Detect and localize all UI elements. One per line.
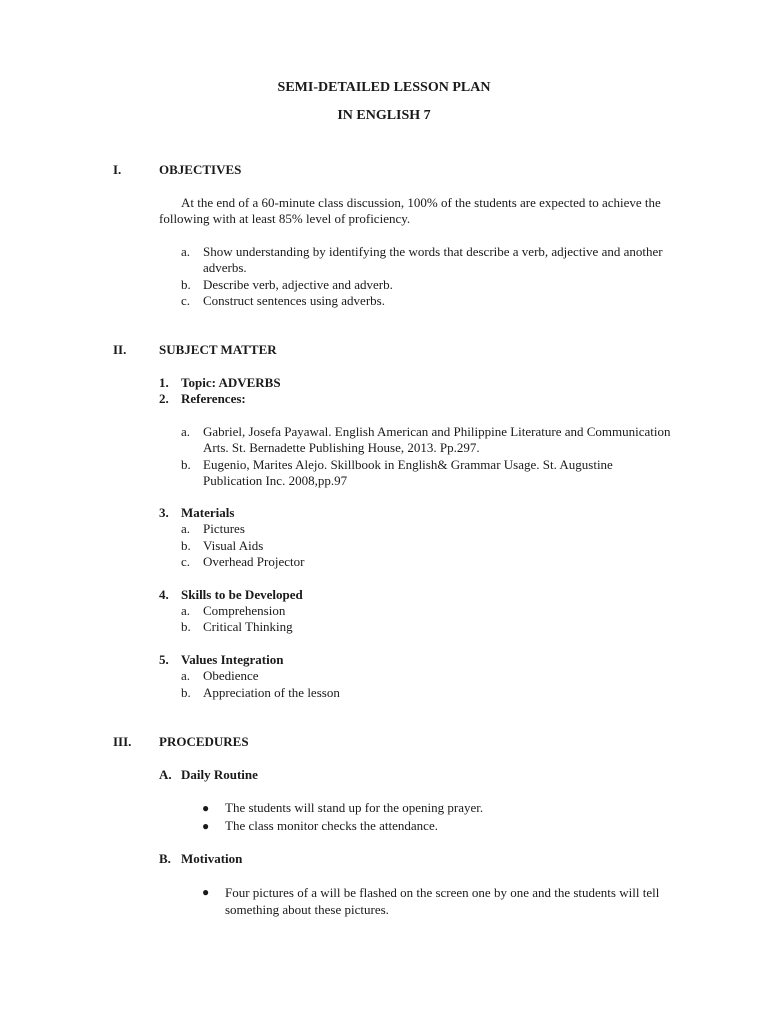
bullet-icon: ●	[202, 885, 210, 899]
document-title: SEMI-DETAILED LESSON PLAN	[277, 80, 491, 95]
reference-label: a.	[181, 424, 191, 439]
motivation-heading: Motivation	[181, 851, 243, 866]
section-numeral-1: I.	[113, 162, 122, 177]
material-label: a.	[181, 521, 191, 536]
bullet-icon: ●	[202, 819, 210, 833]
skills-heading: Skills to be Developed	[181, 587, 303, 602]
skill-label: a.	[181, 603, 191, 618]
procedure-label: A.	[159, 767, 172, 782]
objective-item: Show understanding by identifying the words that describe a verb, adjective and another adverbs.	[203, 244, 663, 275]
objective-item: Construct sentences using adverbs.	[203, 293, 385, 308]
material-item: Overhead Projector	[203, 554, 305, 569]
routine-bullet-item: The class monitor checks the attendance.	[225, 818, 438, 833]
subject-item-number: 4.	[159, 587, 169, 602]
references-heading: References:	[181, 391, 246, 406]
objectives-intro: At the end of a 60-minute class discussion, 100% of the students are expected to achieve the following with at least 85% level of proficiency.	[159, 195, 661, 226]
value-label: a.	[181, 668, 191, 683]
objective-label: c.	[181, 293, 191, 308]
values-heading: Values Integration	[181, 652, 284, 667]
materials-heading: Materials	[181, 505, 235, 520]
material-item: Pictures	[203, 521, 245, 536]
material-label: c.	[181, 554, 191, 569]
objective-label: a.	[181, 244, 191, 259]
material-label: b.	[181, 538, 191, 553]
value-label: b.	[181, 685, 191, 700]
subject-item-number: 1.	[159, 375, 169, 390]
section-heading-objectives: OBJECTIVES	[159, 162, 242, 177]
motivation-bullet-item: Four pictures of a will be flashed on the screen one by one and the students will tell something about these pictures.	[225, 885, 660, 917]
value-item: Obedience	[203, 668, 259, 683]
skill-label: b.	[181, 619, 191, 634]
value-item: Appreciation of the lesson	[203, 685, 340, 700]
reference-item: Gabriel, Josefa Payawal. English American and Philippine Literature and Communication Arts. St. Bernadette Publishing House, 2013. Pp.297.	[203, 424, 671, 455]
section-numeral-3: III.	[113, 734, 132, 749]
procedure-label: B.	[159, 851, 171, 866]
skill-item: Critical Thinking	[203, 619, 293, 634]
subject-item-number: 2.	[159, 391, 169, 406]
reference-label: b.	[181, 457, 191, 472]
subject-item-number: 3.	[159, 505, 169, 520]
daily-routine-heading: Daily Routine	[181, 767, 258, 782]
skill-item: Comprehension	[203, 603, 286, 618]
document-subtitle: IN ENGLISH 7	[337, 108, 431, 123]
routine-bullet-item: The students will stand up for the opening prayer.	[225, 800, 484, 815]
section-heading-subject-matter: SUBJECT MATTER	[159, 342, 277, 357]
section-heading-procedures: PROCEDURES	[159, 734, 249, 749]
subject-item-number: 5.	[159, 652, 169, 667]
section-numeral-2: II.	[113, 342, 127, 357]
reference-item: Eugenio, Marites Alejo. Skillbook in English& Grammar Usage. St. Augustine Publication Inc. 2008,pp.97	[203, 457, 613, 488]
material-item: Visual Aids	[203, 538, 264, 553]
objective-label: b.	[181, 277, 191, 292]
bullet-icon: ●	[202, 801, 210, 815]
topic-heading: Topic: ADVERBS	[181, 375, 281, 390]
objective-item: Describe verb, adjective and adverb.	[203, 277, 393, 292]
